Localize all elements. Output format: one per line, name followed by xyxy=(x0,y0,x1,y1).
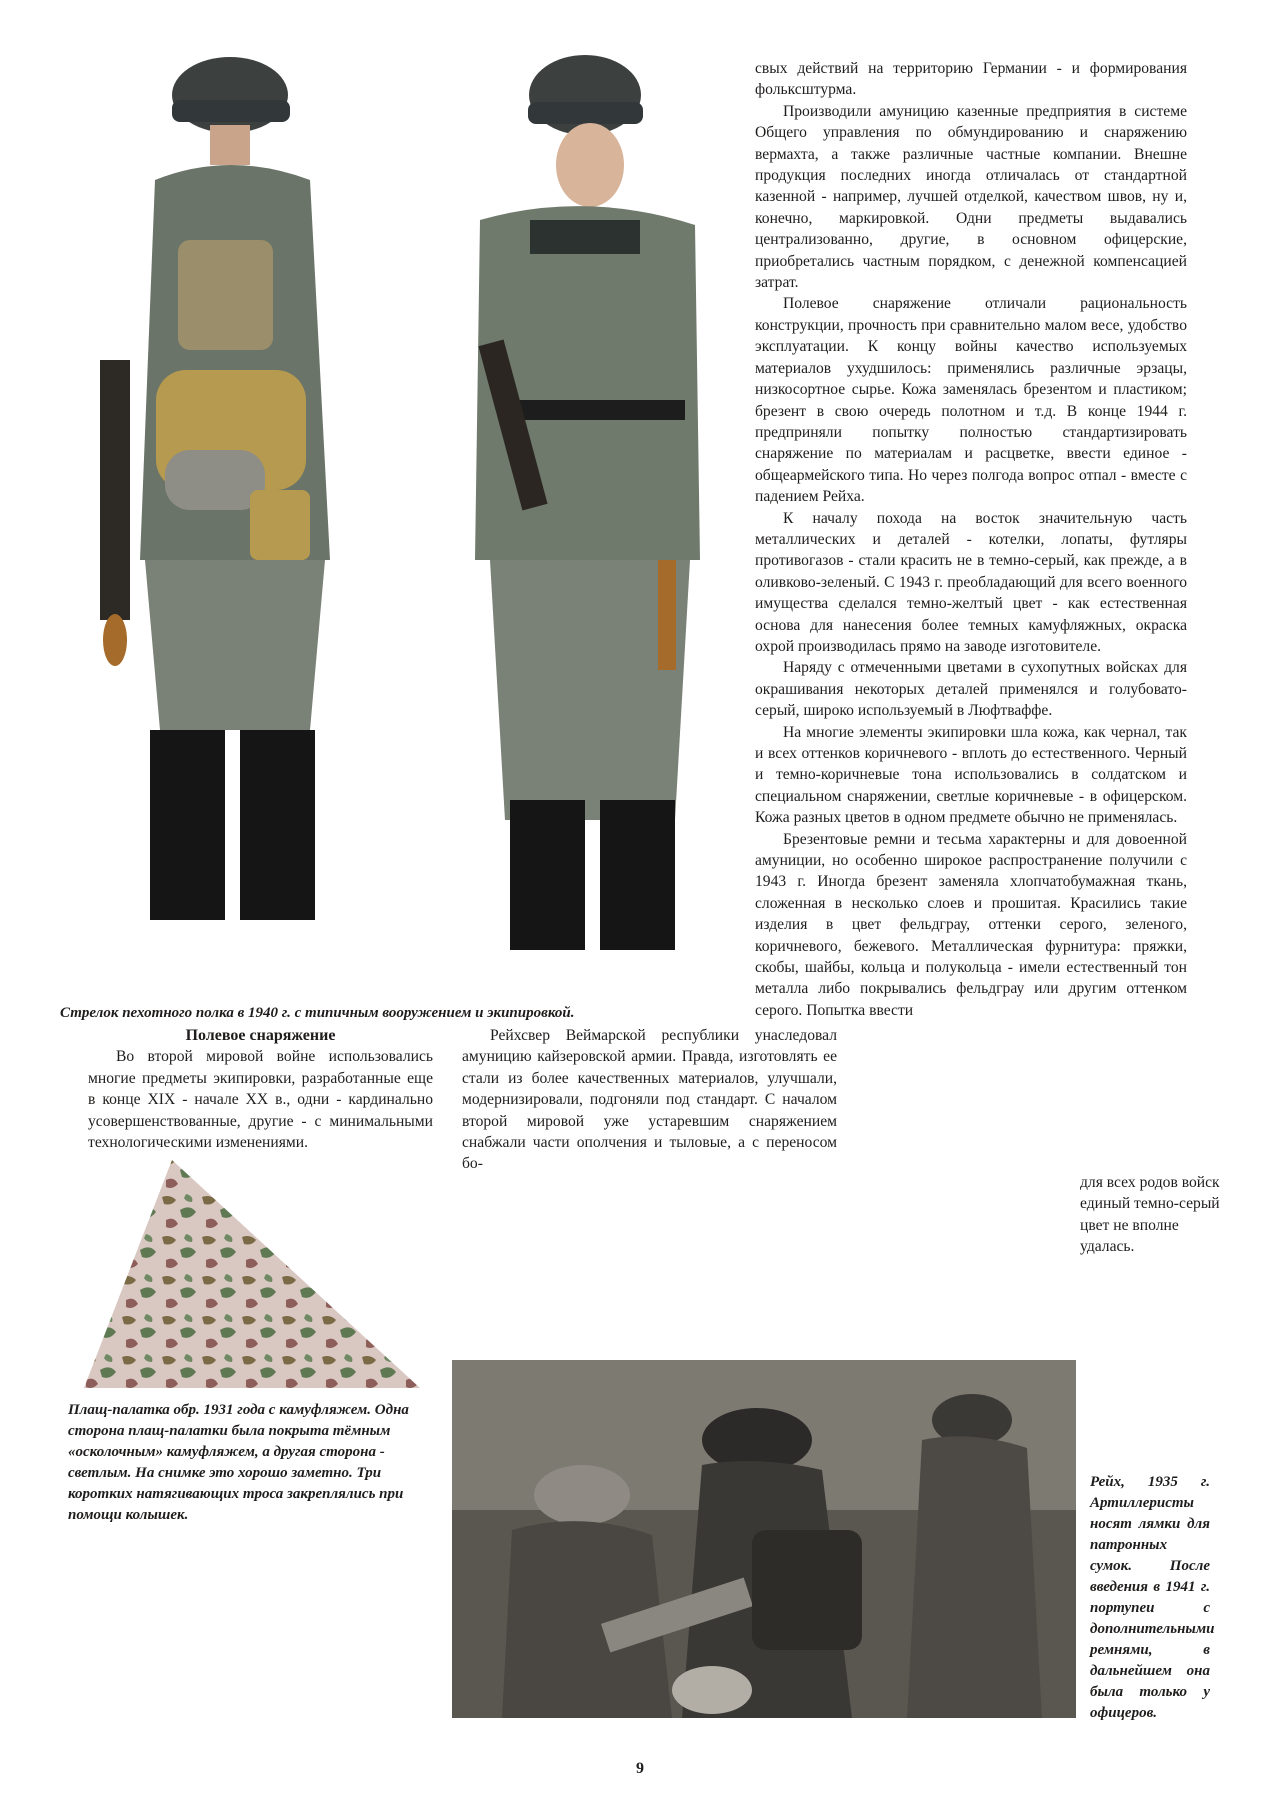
artillery-photo-caption: Рейх, 1935 г. Артиллеристы носят лямки для патронных сумок. После введения в 1941 г. портупеи с дополнительными ремнями, в дальнейшем она была только у офицеров. xyxy=(1090,1474,1215,1721)
camouflage-tent-illustration xyxy=(80,1152,425,1394)
section-1-text: Во второй мировой войне использовались многие предметы экипировки, разработанные еще в конце XIX - начале XX в., одни - кардинально усовершенствованные, другие - с минимальными технологическими изменениями. xyxy=(88,1048,433,1152)
top-photo-caption: Стрелок пехотного полка в 1940 г. с типичным вооружением и экипировкой. xyxy=(60,1005,575,1021)
right-column-tail: для всех родов войск единый темно-серый цвет не вполне удалась. xyxy=(1080,1174,1220,1256)
paragraph: К началу похода на восток значительную часть металлических и деталей - котелки, лопаты, футляры противогазов - стали красить не в темно-серый, как прежде, а в оливково-зеленый. С 1943 г. преобладающий для всего военного имущества сделался темно-желтый цвет - как естественная основа для нанесения более темных камуфляжных, окраска охрой производилась прямо на заводе изготовителе. xyxy=(755,509,1187,655)
section-2-text: Рейхсвер Веймарской республики унаследовал амуницию кайзеровской армии. Правда, изготовлять ее стали из более качественных материалов, улучшали, модернизировали, подгоняли под стандарт. С началом второй мировой уже устаревшим снаряжением снабжали части ополчения и тыловые, а с переносом бо- xyxy=(462,1027,837,1173)
tent-photo-caption: Плащ-палатка обр. 1931 года с камуфляжем. Одна сторона плащ-палатки была покрыта тёмным «осколочным» камуфляжем, а другая сторона - светлым. На снимке это хорошо заметно. Три коротких натягивающих троса закреплялись при помощи колышек. xyxy=(68,1402,409,1523)
soldier-back-view xyxy=(100,57,330,920)
paragraph: Брезентовые ремни и тесьма характерны и для довоенной амуниции, но особенно широкое распространение получили с 1943 г. Иногда брезент заменяла хлопчатобумажная ткань, сложенная в несколько слоев и прошитая. Красились такие изделия в цвет фельдграу, оттенки серого, зеленого, коричневого, бежевого. Металлическая фурнитура: пряжки, скобы, шайбы, кольца и полукольца - имели естественный тон металла либо покрывались фельдграу или другим оттенком серого. Попытка ввести xyxy=(755,830,1187,1019)
paragraph: Полевое снаряжение отличали рациональность конструкции, прочность при сравнительно малом весе, удобство эксплуатации. К концу войны качество используемых материалов ухудшилось: применялись различные эрзацы, низкосортное сырье. Кожа заменялась брезентом и пластиком; брезент в свою очередь полотном и т.д. В конце 1944 г. предприняли попытку полностью стандартизировать снаряжение по материалам и расцветке, ввести единое - общеармейского типа. Но через полгода вопрос отпал - вместе с падением Рейха. xyxy=(755,295,1187,506)
soldier-front-view xyxy=(475,55,700,950)
section-2 xyxy=(462,1025,837,1175)
section-1 xyxy=(88,1025,433,1153)
paragraph: На многие элементы экипировки шла кожа, как чернал, так и всех оттенков коричневого - вплоть до естественного. Черный и темно-коричневые тона использовались в солдатском и специальном снаряжении, светлые коричневые - в офицерском. Кожа разных цветов в одном предмете обычно не применялась. xyxy=(755,723,1187,827)
artillery-soldiers-illustration xyxy=(452,1360,1076,1718)
page-number: 9 xyxy=(636,1760,644,1777)
paragraph: Наряду с отмеченными цветами в сухопутных войсках для окрашивания некоторых деталей применялся и голубовато-серый, широко используемый в Люфтваффе. xyxy=(755,659,1187,720)
soldier-figures-illustration xyxy=(60,40,740,980)
artillery-photo xyxy=(452,1360,1076,1718)
tent-photo xyxy=(80,1152,425,1394)
right-column-text xyxy=(755,58,1187,1021)
paragraph: Производили амуницию казенные предприятия в системе Общего управления по обмундированию и снаряжению вермахта, а также различные частные компании. Внешне продукция последних иногда отличалась от стандартной казенной - например, лучшей отделкой, качеством швов, ну и, конечно, маркировкой. Одни предметы выдавались централизованно, другие, в основном офицерские, приобретались частным порядком, с денежной компенсацией затрат. xyxy=(755,102,1187,292)
paragraph: свых действий на территорию Германии - и формирования фольксштурма. xyxy=(755,60,1187,99)
section-heading: Полевое снаряжение xyxy=(185,1027,336,1044)
soldier-photo xyxy=(60,40,740,980)
